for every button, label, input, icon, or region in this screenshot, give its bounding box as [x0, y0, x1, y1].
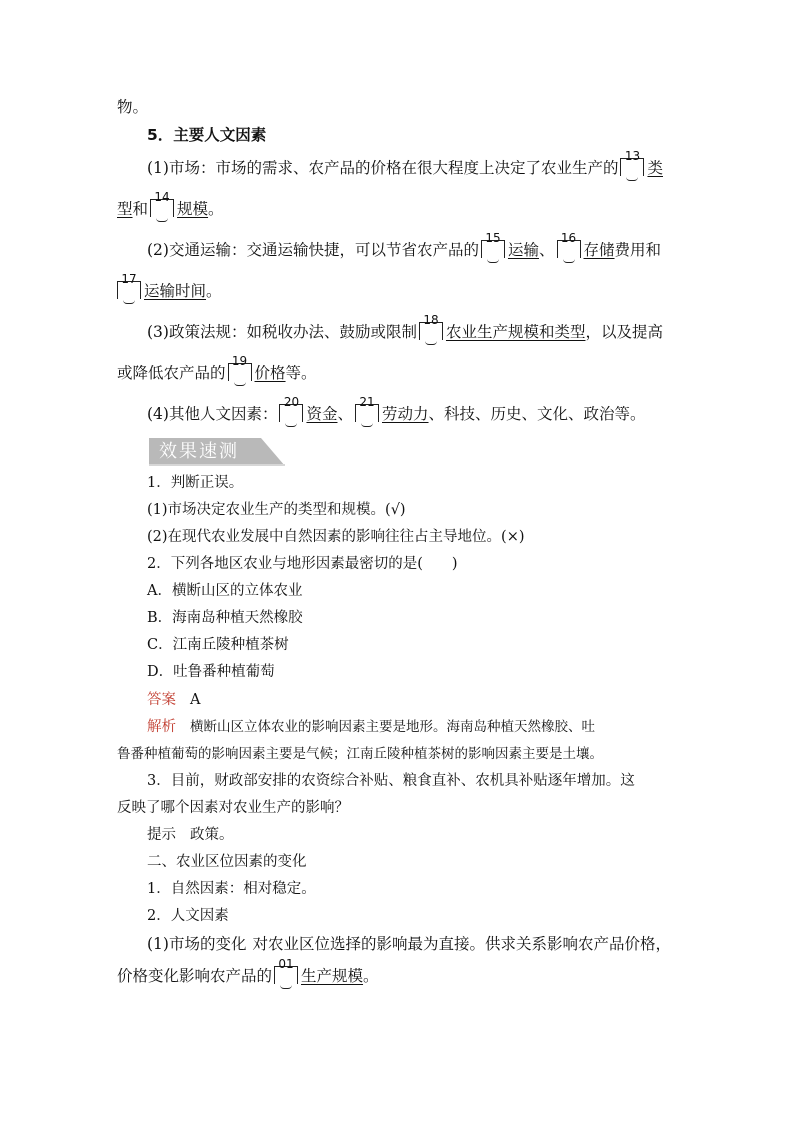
text: 2．下列各地区农业与地形因素最密切的是( ) [147, 556, 458, 572]
text: (1)市场决定农业生产的类型和规模。(√) [147, 502, 406, 518]
text: 、 [538, 241, 555, 259]
text: 。 [363, 967, 379, 985]
blank-number: 21 [359, 395, 375, 409]
text: 物。 [117, 98, 149, 116]
analysis-label: 解析 [147, 719, 176, 735]
text: (4)其他人文因素： [147, 405, 278, 423]
hint-line [147, 825, 682, 845]
blank-marker [117, 272, 141, 299]
question-1 [147, 473, 682, 493]
heading-humanistic-factors [147, 125, 682, 145]
blank-marker [274, 957, 298, 984]
option-b [147, 608, 682, 628]
question-3 [147, 771, 682, 791]
text: 二、农业区位因素的变化 [147, 854, 307, 870]
text: (1)市场：市场的需求、农产品的价格在很大程度上决定了农业生产的 [147, 159, 619, 177]
answer-text: 农业生产规模和类型 [445, 323, 586, 341]
blank-number: 01 [278, 957, 294, 971]
text: 对农业区位选择的影响最为直接。供求关系影响农产品价格， [252, 935, 671, 953]
text: 2．人文因素 [147, 908, 229, 924]
hint-value: 政策。 [190, 827, 234, 843]
hint-label: 提示 [147, 827, 176, 843]
text: 费用和 [614, 241, 662, 259]
blank-number: 19 [231, 354, 248, 368]
question-2 [147, 554, 682, 574]
statement-2 [147, 527, 682, 547]
text: A．横断山区的立体农业 [147, 583, 303, 599]
answer-text: 运输 [507, 241, 539, 259]
text-line [117, 190, 682, 219]
answer-label: 答案 [147, 692, 176, 708]
blank-number: 17 [121, 272, 137, 286]
text: 。 [206, 282, 222, 300]
text-line [117, 97, 682, 117]
blank-number: 13 [624, 149, 641, 163]
text: 和 [132, 200, 149, 218]
text: B．海南岛种植天然橡胶 [147, 610, 303, 626]
text-line [147, 149, 682, 178]
answer-text: 存储 [583, 241, 615, 259]
analysis-text: 横断山区立体农业的影响因素主要是地形。海南岛种植天然橡胶、吐 [190, 719, 595, 735]
text: 、 [337, 405, 353, 423]
text: (2)交通运输：交通运输快捷，可以节省农产品的 [147, 241, 479, 259]
option-d [147, 662, 682, 682]
option-a [147, 581, 682, 601]
text: 1．自然因素：相对稳定。 [147, 881, 316, 897]
analysis-line-1 [147, 717, 682, 737]
answer-text: 类 [647, 159, 663, 177]
text-line [117, 272, 682, 301]
blank-marker [620, 149, 644, 176]
text-line [147, 231, 682, 260]
blank-number: 20 [283, 395, 300, 409]
answer-text: 运输时间 [144, 282, 207, 300]
text: 反映了哪个因素对农业生产的影响？ [117, 800, 349, 816]
text-line [117, 354, 682, 383]
blank-marker [279, 395, 303, 422]
text: 、科技、历史、文化、政治等。 [428, 405, 646, 423]
blank-number: 15 [485, 231, 501, 245]
answer-text: 价格 [254, 364, 286, 382]
text-line [147, 879, 682, 899]
text-line [147, 906, 682, 926]
blank-number: 16 [560, 231, 577, 245]
text: (3)政策法规：如税收办法、鼓励或限制 [147, 323, 417, 341]
blank-marker [355, 395, 379, 422]
statement-1 [147, 500, 682, 520]
section-heading-2 [147, 852, 682, 872]
blank-number: 18 [423, 313, 439, 327]
answer-text: 生产规模 [301, 967, 364, 985]
text: 1．判断正误。 [147, 475, 244, 491]
question-3-cont [117, 798, 682, 818]
blank-marker [150, 190, 174, 217]
blank-marker [228, 354, 252, 381]
blank-marker [557, 231, 581, 258]
text-line [147, 934, 682, 954]
answer-text: 资金 [306, 405, 338, 423]
blank-number: 14 [154, 190, 170, 204]
banner-title: 效果速测 [159, 441, 239, 462]
text-line [147, 313, 682, 342]
option-c [147, 635, 682, 655]
answer-text: 规模 [177, 200, 209, 218]
blank-marker [419, 313, 443, 340]
text: 价格变化影响农产品的 [117, 967, 273, 985]
text-line [147, 395, 682, 424]
answer-line [147, 690, 682, 710]
blank-marker [481, 231, 505, 258]
answer-text: 劳动力 [382, 405, 429, 423]
text: 3．目前，财政部安排的农资综合补贴、粮食直补、农机具补贴逐年增加。这 [147, 773, 635, 789]
text: (2)在现代农业发展中自然因素的影响往往占主导地位。(×) [147, 529, 525, 545]
answer-text: 型 [117, 200, 133, 218]
text: ，以及提高 [585, 323, 663, 341]
text: (1)市场的变化 [147, 935, 247, 953]
text: 。 [208, 200, 224, 218]
text: 等。 [285, 364, 317, 382]
section-banner [149, 438, 285, 466]
text: C．江南丘陵种植茶树 [147, 637, 289, 653]
text: D．吐鲁番种植葡萄 [147, 664, 275, 680]
text: 或降低农产品的 [117, 364, 226, 382]
heading-text: 5．主要人文因素 [147, 126, 267, 144]
analysis-line-2 [117, 744, 682, 764]
answer-value: A [190, 692, 201, 708]
analysis-text: 鲁番种植葡萄的影响因素主要是气候；江南丘陵种植茶树的影响因素主要是土壤。 [117, 746, 603, 762]
text-line [117, 957, 682, 986]
